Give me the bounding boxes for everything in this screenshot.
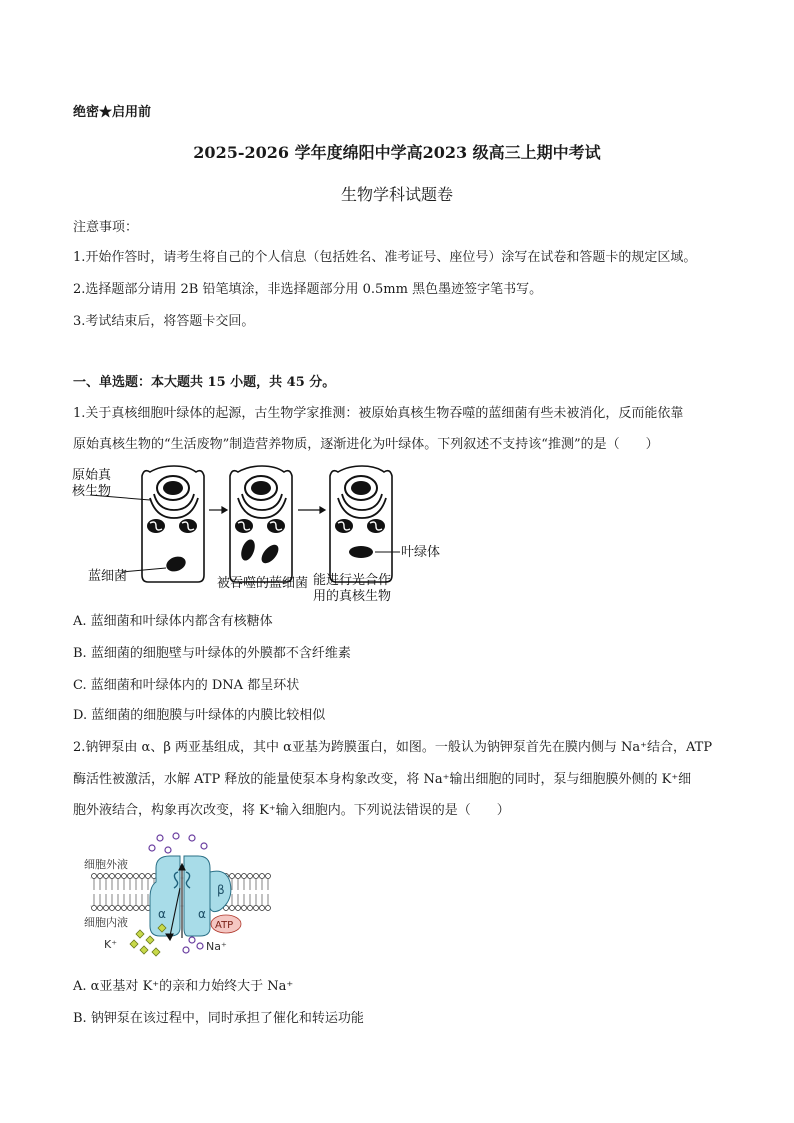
q2-stem-line-1: 2.钠钾泵由 α、β 两亚基组成，其中 α亚基为跨膜蛋白，如图。一般认为钠钾泵首先在膜内侧与 Na⁺结合，ATP <box>73 740 713 755</box>
label-alpha-right: α <box>198 907 206 921</box>
exam-subtitle: 生物学科试题卷 <box>340 185 453 204</box>
chloroplast <box>349 546 373 558</box>
q1-endosymbiosis-figure <box>70 460 460 610</box>
label-outside: 细胞外液 <box>84 858 128 871</box>
label-alpha-left: α <box>158 907 166 921</box>
q2-option-a: A. α亚基对 K⁺的亲和力始终大于 Na⁺ <box>73 979 294 994</box>
label-inside: 细胞内液 <box>84 916 128 929</box>
notice-item-2: 2.选择题部分请用 2B 铅笔填涂，非选择题部分用 0.5mm 黑色墨迹签字笔书写。 <box>73 282 543 297</box>
label-engulfed: 被吞噬的蓝细菌 <box>217 576 309 591</box>
exam-title: 2025-2026 学年度绵阳中学高2023 级高三上期中考试 <box>193 143 601 162</box>
section-heading: 一、单选题：本大题共 15 小题，共 45 分。 <box>73 375 336 390</box>
secret-mark: 绝密★启用前 <box>73 105 152 120</box>
label-k: K⁺ <box>104 938 118 951</box>
label-primitive-1: 原始真 <box>72 468 112 483</box>
q2-stem-line-3: 胞外液结合，构象再次改变，将 K⁺输入细胞内。下列说法错误的是（ ） <box>73 803 510 818</box>
q1-stem-line-2: 原始真核生物的“生活废物”制造营养物质，逐渐进化为叶绿体。下列叙述不支持该“推测”的是（ ） <box>73 437 659 452</box>
q2-stem-line-2: 酶活性被激活，水解 ATP 释放的能量使泵本身构象改变，将 Na⁺输出细胞的同时，泵与细胞膜外侧的 K⁺细 <box>73 772 692 787</box>
label-primitive-2: 核生物 <box>72 484 112 499</box>
label-beta: β <box>217 883 225 897</box>
q1-option-d: D. 蓝细菌的细胞膜与叶绿体的内膜比较相似 <box>73 708 326 723</box>
q1-option-b: B. 蓝细菌的细胞壁与叶绿体的外膜都不含纤维素 <box>73 646 351 661</box>
mitochondria <box>147 519 385 533</box>
label-na: Na⁺ <box>206 940 227 953</box>
engulfed-cyanobacterium <box>258 542 281 567</box>
q2-option-b: B. 钠钾泵在该过程中，同时承担了催化和转运功能 <box>73 1011 364 1026</box>
lipid-heads <box>92 874 271 911</box>
label-photo-1: 能进行光合作 <box>313 573 392 588</box>
notice-item-1: 1.开始作答时，请考生将自己的个人信息（包括姓名、准考证号、座位号）涂写在试卷和答题卡的规定区域。 <box>73 250 697 265</box>
q1-option-a: A. 蓝细菌和叶绿体内都含有核糖体 <box>73 614 273 629</box>
label-cyanobacteria: 蓝细菌 <box>88 569 128 584</box>
notice-item-3: 3.考试结束后，将答题卡交回。 <box>73 314 255 329</box>
engulfed-cyanobacterium <box>239 538 258 563</box>
label-photo-2: 用的真核生物 <box>313 589 392 604</box>
q1-stem-line-1: 1.关于真核细胞叶绿体的起源，古生物学家推测：被原始真核生物吞噬的蓝细菌有些未被消化，反而能依靠 <box>73 406 684 421</box>
alpha-subunit-right <box>184 856 210 936</box>
q1-option-c: C. 蓝细菌和叶绿体内的 DNA 都呈环状 <box>73 678 300 693</box>
label-chloroplast: 叶绿体 <box>401 545 441 560</box>
notice-heading: 注意事项： <box>73 220 139 235</box>
q2-sodium-potassium-pump-figure <box>80 828 280 958</box>
label-atp: ATP <box>215 920 234 931</box>
alpha-subunit-left <box>150 856 180 936</box>
potassium-ions <box>130 924 166 956</box>
cyanobacterium <box>164 554 188 574</box>
